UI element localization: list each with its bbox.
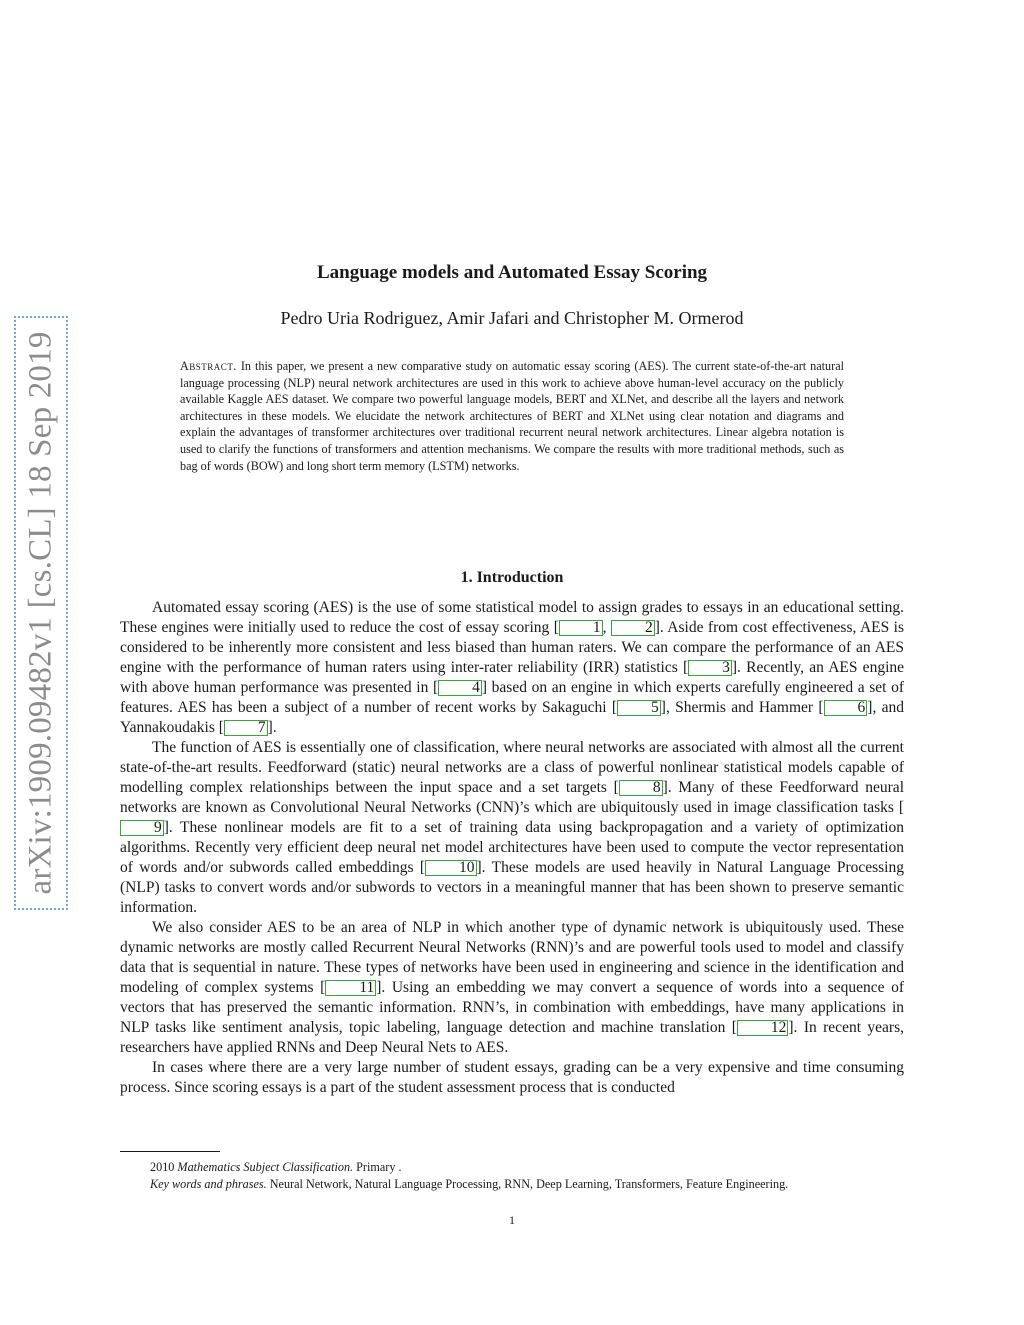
msc-label: Mathematics Subject Classification. [177, 1160, 354, 1174]
text-run: ], Shermis and Hammer [ [660, 699, 824, 716]
text-run: ], and Yannakoudakis [ [120, 699, 904, 736]
citation-link[interactable]: 12 [737, 1020, 789, 1036]
abstract-text: In this paper, we present a new comparative study on automatic essay scoring (AES). The current state-of-the-art natural language processing (NLP) neural network architectures are used in this work to achieve above human-level accuracy on the publicly available Kaggle AES dataset. We compare two powerful language models, BERT and XLNet, and describe all the layers and network architectures in these models. We elucidate the network architectures of BERT and XLNet using clear notation and diagrams and explain the advantages of transformer architectures over traditional recurrent neural network architectures. Linear algebra notation is used to clarify the functions of transformers and attention mechanisms. We compare the results with more traditional methods, such as bag of words (BOW) and long short term memory (LSTM) networks. [180, 359, 845, 473]
body-text [120, 598, 904, 1098]
text-run: , [602, 619, 611, 636]
paragraph [120, 598, 904, 738]
text-run: Automated essay scoring (AES) is the use of some statistical model to assign grades to essays in an educational setting. These engines were initially used to reduce the cost of essay scoring [ [120, 599, 904, 636]
footnote-rule [120, 1151, 220, 1152]
footnotes [120, 1159, 904, 1193]
citation-link[interactable]: 4 [438, 680, 482, 696]
citation-link[interactable]: 2 [611, 620, 655, 636]
section-heading: 1. Introduction [460, 569, 564, 586]
citation-link[interactable]: 1 [559, 620, 603, 636]
citation-link[interactable]: 6 [824, 700, 868, 716]
text-run: ]. Using an embedding we may convert a sequence of words into a sequence of vectors that has preserved the semantic information. RNN’s, in combination with embeddings, have many applications in NLP tasks like sentiment analysis, topic labeling, language detection and machine translation [ [120, 979, 904, 1036]
text-run: ]. Aside from cost effectiveness, AES is considered to be inherently more consistent and less biased than human raters. We can compare the performance of an AES engine with the performance of human raters using inter-rater reliability (IRR) statistics [ [120, 619, 905, 676]
abstract-heading: Abstract. [180, 359, 237, 373]
citation-link[interactable]: 11 [325, 980, 376, 996]
footnote-msc [120, 1159, 904, 1176]
text-run: In cases where there are a very large number of student essays, grading can be a very expensive and time consuming process. Since scoring essays is a part of the student assessment process that is conducted [120, 1059, 904, 1096]
keywords-value: Neural Network, Natural Language Processing, RNN, Deep Learning, Transformers, Feature Engineering. [266, 1177, 789, 1191]
paragraph [120, 738, 904, 918]
paper-authors: Pedro Uria Rodriguez, Amir Jafari and Christopher M. Ormerod [280, 308, 744, 328]
citation-link[interactable]: 10 [425, 860, 477, 876]
abstract [180, 358, 844, 474]
text-run: ]. [267, 719, 277, 736]
msc-prefix: 2010 [150, 1160, 178, 1174]
footnote-keywords [120, 1176, 904, 1193]
text-run: ]. Recently, an AES engine with above human performance was presented in [ [120, 659, 904, 696]
citation-link[interactable]: 8 [619, 780, 663, 796]
citation-link[interactable]: 7 [224, 720, 268, 736]
citation-link[interactable]: 3 [688, 660, 732, 676]
text-run: ]. These models are used heavily in Natural Language Processing (NLP) tasks to convert words and/or subwords to vectors in a meaningful manner that has been shown to preserve semantic information. [120, 859, 904, 916]
paragraph [120, 1058, 904, 1098]
text-run: ]. Many of these Feedforward neural networks are known as Convolutional Neural Networks (CNN)’s which are ubiquitously used in image classification tasks [ [120, 779, 904, 816]
arxiv-identifier-stamp[interactable] [14, 316, 68, 910]
text-run: ]. In recent years, researchers have applied RNNs and Deep Neural Nets to AES. [120, 1019, 904, 1056]
text-run: We also consider AES to be an area of NLP in which another type of dynamic network is ubiquitously used. These dynamic networks are mostly called Recurrent Neural Networks (RNN)’s and are powerful tools used to model and classify data that is sequential in nature. These types of networks have been used in engineering and science in the identification and modeling of complex systems [ [120, 919, 904, 996]
page-number: 1 [509, 1213, 515, 1227]
paper-title: Language models and Automated Essay Scoring [316, 262, 708, 283]
arxiv-identifier[interactable]: arXiv:1909.09482v1 [cs.CL] 18 Sep 2019 [22, 331, 59, 895]
msc-value: Primary . [353, 1160, 402, 1174]
text-run: ]. These nonlinear models are fit to a set of training data using backpropagation and a variety of optimization algorithms. Recently very efficient deep neural net model architectures have been used to compute the vector representation of words and/or subwords called embeddings [ [120, 819, 904, 876]
citation-link[interactable]: 5 [617, 700, 661, 716]
paragraph [120, 918, 904, 1058]
text-run: ] based on an engine in which experts carefully engineered a set of features. AES has been a subject of a number of recent works by Sakaguchi [ [120, 679, 904, 716]
text-run: The function of AES is essentially one of classification, where neural networks are associated with almost all the current state-of-the-art results. Feedforward (static) neural networks are a class of powerful nonlinear statistical models capable of modelling complex relationships between the input space and a set targets [ [120, 739, 904, 796]
keywords-label: Key words and phrases. [150, 1177, 267, 1191]
citation-link[interactable]: 9 [120, 820, 164, 836]
